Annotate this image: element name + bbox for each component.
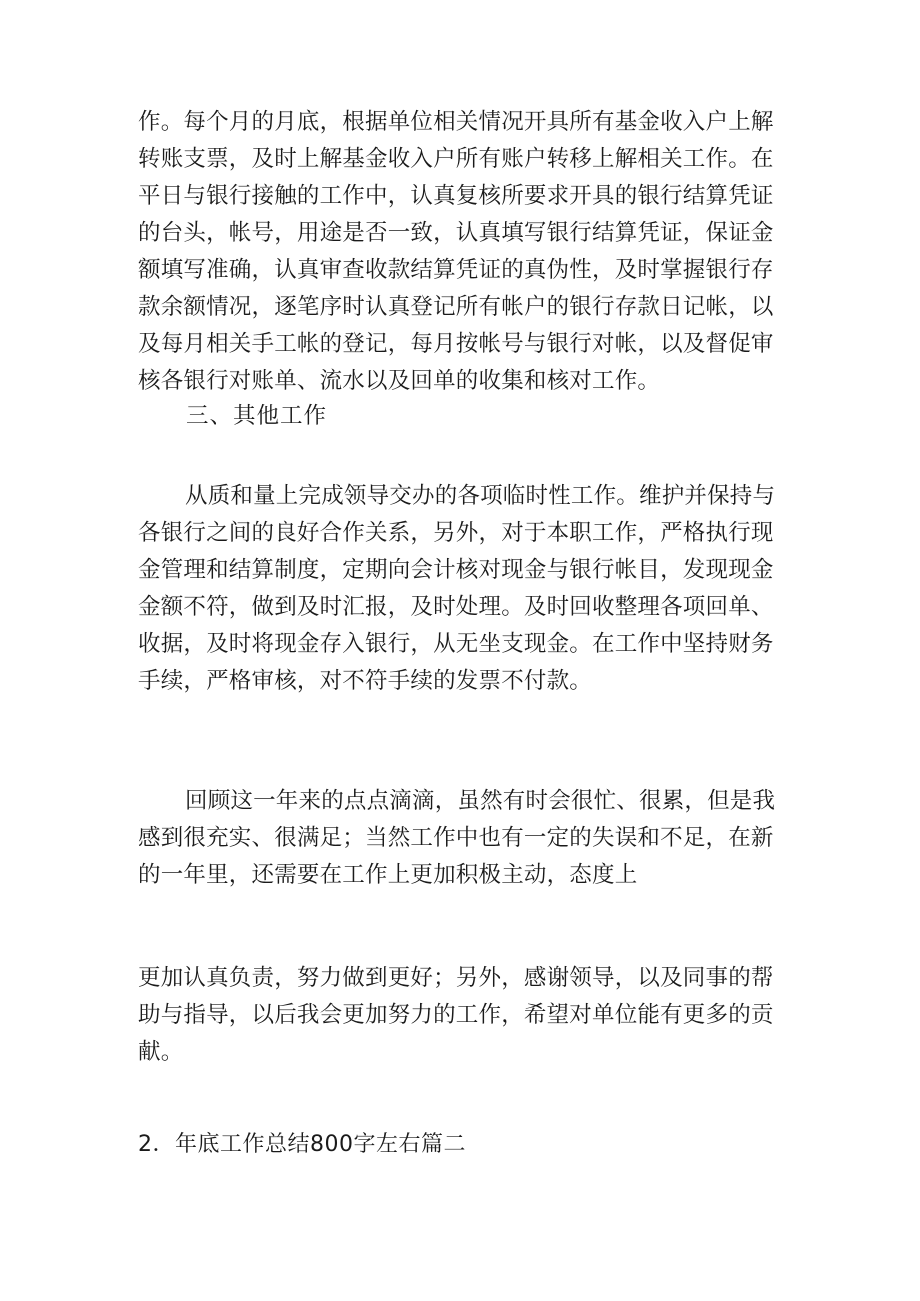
text-line: 款余额情况，逐笔序时认真登记所有帐户的银行存款日记帐，以 bbox=[138, 294, 774, 320]
paragraph-other-work bbox=[138, 478, 788, 700]
text-line: 核各银行对账单、流水以及回单的收集和核对工作。 bbox=[138, 368, 661, 394]
text-line: 献。 bbox=[138, 1039, 184, 1065]
text-line: 手续，严格审核，对不符手续的发票不付款。 bbox=[138, 668, 593, 694]
paragraph-thanks bbox=[138, 960, 788, 1071]
text-line: 各银行之间的良好合作关系，另外，对于本职工作，严格执行现 bbox=[138, 520, 774, 546]
text-line: 从质和量上完成领导交办的各项临时性工作。维护并保持与 bbox=[185, 483, 776, 509]
text-line: 助与指导，以后我会更加努力的工作，希望对单位能有更多的贡 bbox=[138, 1002, 774, 1028]
text-line: 及每月相关手工帐的登记，每月按帐号与银行对帐，以及督促审 bbox=[138, 331, 774, 357]
text-line: 的台头，帐号，用途是否一致，认真填写银行结算凭证，保证金 bbox=[138, 220, 774, 246]
text-line: 的一年里，还需要在工作上更加积极主动，态度上 bbox=[138, 862, 638, 888]
text-line: 更加认真负责，努力做到更好；另外，感谢领导，以及同事的帮 bbox=[138, 965, 774, 991]
text-line: 额填写准确，认真审查收款结算凭证的真伪性，及时掌握银行存 bbox=[138, 257, 774, 283]
text-line: 转账支票，及时上解基金收入户所有账户转移上解相关工作。在 bbox=[138, 146, 774, 172]
text-line: 收据，及时将现金存入银行，从无坐支现金。在工作中坚持财务 bbox=[138, 631, 774, 657]
text-line: 平日与银行接触的工作中，认真复核所要求开具的银行结算凭证 bbox=[138, 183, 774, 209]
section-heading-other-work: 三、其他工作 bbox=[186, 403, 328, 429]
paragraph-bank-work bbox=[138, 104, 788, 400]
next-section-title: 2．年底工作总结800字左右篇二 bbox=[138, 1132, 466, 1157]
text-line: 金管理和结算制度，定期向会计核对现金与银行帐目，发现现金 bbox=[138, 557, 774, 583]
paragraph-review bbox=[138, 783, 788, 894]
text-line: 金额不符，做到及时汇报，及时处理。及时回收整理各项回单、 bbox=[138, 594, 774, 620]
text-line: 回顾这一年来的点点滴滴，虽然有时会很忙、很累，但是我 bbox=[185, 788, 776, 814]
text-line: 作。每个月的月底，根据单位相关情况开具所有基金收入户上解 bbox=[138, 109, 774, 135]
text-line: 感到很充实、很满足；当然工作中也有一定的失误和不足，在新 bbox=[138, 825, 774, 851]
